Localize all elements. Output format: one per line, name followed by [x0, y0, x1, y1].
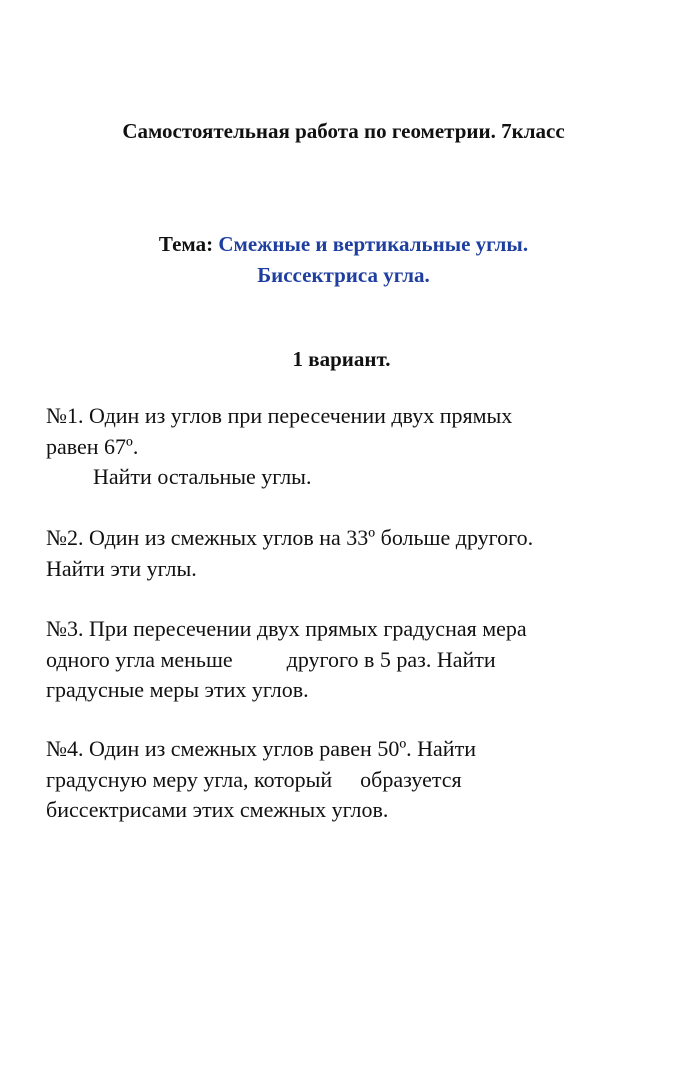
task-3-line-2-part-1: одного угла меньше [46, 646, 233, 672]
task-4-line-1: №4. Один из смежных углов равен 50º. Найти [46, 736, 476, 761]
task-2-line-1: №2. Один из смежных углов на 33º больше другого. [46, 525, 534, 550]
task-2-line-2: Найти эти углы. [46, 555, 197, 581]
task-4 [46, 734, 646, 826]
task-3-line-2 [46, 645, 646, 676]
task-2 [46, 523, 646, 584]
topic-subheading [6, 260, 675, 290]
task-1 [46, 401, 646, 493]
topic-title-line2: Биссектриса угла. [257, 263, 430, 287]
task-3-line-1: №3. При пересечении двух прямых градусная мера [46, 616, 527, 641]
topic-heading [6, 229, 675, 259]
topic-label: Тема: [158, 232, 214, 256]
variant-heading: 1 вариант. [292, 347, 391, 371]
task-4-line-3: биссектрисами этих смежных углов. [46, 797, 389, 822]
task-4-line-2 [46, 765, 646, 796]
task-3 [46, 614, 646, 706]
task-1-line-2: равен 67º. [46, 433, 139, 459]
page-title: Самостоятельная работа по геометрии. 7класс [122, 119, 565, 143]
task-1-line-3: Найти остальные углы. [93, 464, 312, 489]
task-3-line-2-part-2: другого в 5 раз. Найти [286, 646, 496, 672]
task-4-line-2-part-2: образуется [360, 766, 462, 792]
task-1-line-1: №1. Один из углов при пересечении двух прямых [46, 403, 513, 428]
topic-title-line1: Смежные и вертикальные углы. [218, 232, 529, 256]
task-4-line-2-part-1: градусную меру угла, который [46, 766, 333, 792]
task-3-line-3: градусные меры этих углов. [46, 677, 309, 702]
